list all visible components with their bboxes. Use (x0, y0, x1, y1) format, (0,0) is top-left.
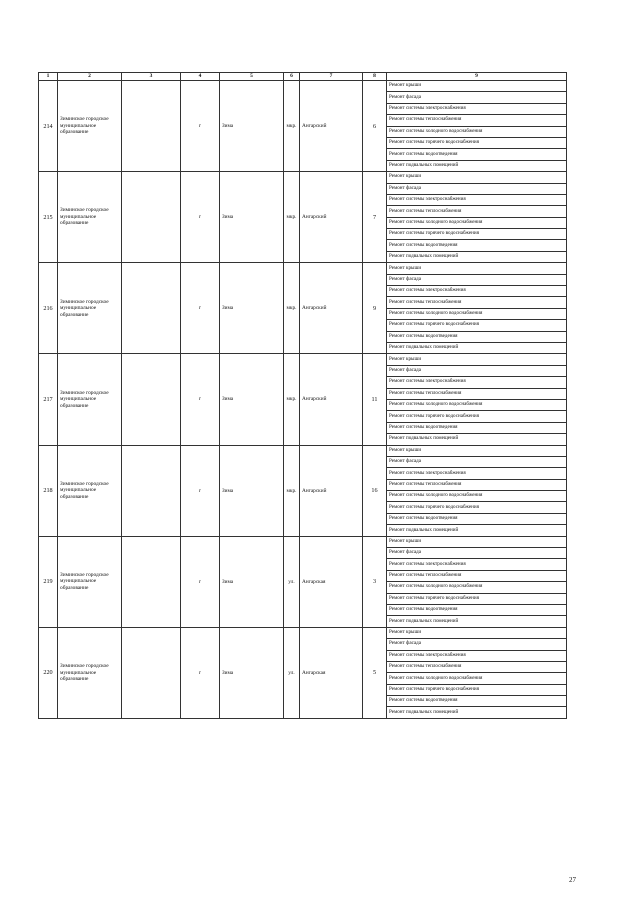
work-type-cell: Ремонт системы холодного водоснабжения (387, 582, 567, 593)
work-type-cell: Ремонт системы холодного водоснабжения (387, 673, 567, 684)
column-header-3: 3 (122, 73, 181, 81)
settlement-type-cell: г (181, 536, 220, 627)
settlement-cell: Зима (220, 445, 284, 536)
empty-cell (122, 263, 181, 354)
work-type-cell: Ремонт крыши (387, 81, 567, 92)
table-row (39, 172, 567, 183)
work-type-cell: Ремонт системы холодного водоснабжения (387, 491, 567, 502)
street-type-cell: ул. (284, 536, 300, 627)
column-header-2: 2 (58, 73, 122, 81)
street-cell: Ангарский (300, 81, 363, 172)
municipality-cell: Зиминское городское муниципальное образование (58, 263, 122, 354)
empty-cell (122, 536, 181, 627)
column-header-4: 4 (181, 73, 220, 81)
work-type-cell: Ремонт крыши (387, 263, 567, 274)
work-type-cell: Ремонт системы электроснабжения (387, 559, 567, 570)
street-cell: Ангарский (300, 445, 363, 536)
column-header-8: 8 (363, 73, 387, 81)
table-body (39, 81, 567, 719)
table-row (39, 445, 567, 456)
work-type-cell: Ремонт подвальных помещений (387, 525, 567, 536)
work-type-cell: Ремонт подвальных помещений (387, 160, 567, 171)
street-cell: Ангарская (300, 536, 363, 627)
house-number-cell: 6 (363, 81, 387, 172)
settlement-cell: Зима (220, 81, 284, 172)
municipality-cell: Зиминское городское муниципальное образование (58, 445, 122, 536)
street-type-cell: ул. (284, 627, 300, 718)
work-type-cell: Ремонт системы теплоснабжения (387, 115, 567, 126)
street-type-cell: мкр. (284, 445, 300, 536)
row-number: 215 (39, 172, 58, 263)
empty-cell (122, 627, 181, 718)
column-header-6: 6 (284, 73, 300, 81)
street-type-cell: мкр. (284, 263, 300, 354)
table-row (39, 536, 567, 547)
work-type-cell: Ремонт крыши (387, 627, 567, 638)
work-type-cell: Ремонт системы водоотведения (387, 696, 567, 707)
column-header-9: 9 (387, 73, 567, 81)
work-type-cell: Ремонт системы горячего водоснабжения (387, 320, 567, 331)
column-header-5: 5 (220, 73, 284, 81)
table-header (39, 73, 567, 81)
table-row (39, 627, 567, 638)
work-type-cell: Ремонт системы электроснабжения (387, 468, 567, 479)
row-number: 218 (39, 445, 58, 536)
work-type-cell: Ремонт системы водоотведения (387, 604, 567, 615)
work-type-cell: Ремонт системы горячего водоснабжения (387, 684, 567, 695)
settlement-type-cell: г (181, 445, 220, 536)
work-type-cell: Ремонт системы электроснабжения (387, 377, 567, 388)
work-type-cell: Ремонт фасада (387, 365, 567, 376)
work-type-cell: Ремонт системы теплоснабжения (387, 206, 567, 217)
work-type-cell: Ремонт фасада (387, 456, 567, 467)
work-type-cell: Ремонт системы теплоснабжения (387, 570, 567, 581)
repair-program-table (38, 72, 567, 719)
work-type-cell: Ремонт крыши (387, 536, 567, 547)
column-header-1: 1 (39, 73, 58, 81)
street-cell: Ангарский (300, 263, 363, 354)
house-number-cell: 7 (363, 172, 387, 263)
row-number: 214 (39, 81, 58, 172)
work-type-cell: Ремонт системы водоотведения (387, 422, 567, 433)
settlement-cell: Зима (220, 263, 284, 354)
row-number: 220 (39, 627, 58, 718)
row-number: 219 (39, 536, 58, 627)
work-type-cell: Ремонт крыши (387, 445, 567, 456)
column-header-7: 7 (300, 73, 363, 81)
house-number-cell: 9 (363, 263, 387, 354)
settlement-cell: Зима (220, 536, 284, 627)
work-type-cell: Ремонт системы электроснабжения (387, 194, 567, 205)
work-type-cell: Ремонт системы холодного водоснабжения (387, 126, 567, 137)
house-number-cell: 3 (363, 536, 387, 627)
work-type-cell: Ремонт подвальных помещений (387, 251, 567, 262)
settlement-type-cell: г (181, 263, 220, 354)
work-type-cell: Ремонт системы теплоснабжения (387, 297, 567, 308)
table-row (39, 263, 567, 274)
work-type-cell: Ремонт крыши (387, 354, 567, 365)
house-number-cell: 16 (363, 445, 387, 536)
house-number-cell: 5 (363, 627, 387, 718)
work-type-cell: Ремонт подвальных помещений (387, 434, 567, 445)
empty-cell (122, 172, 181, 263)
work-type-cell: Ремонт фасада (387, 274, 567, 285)
municipality-cell: Зиминское городское муниципальное образование (58, 172, 122, 263)
work-type-cell: Ремонт подвальных помещений (387, 342, 567, 353)
table-row (39, 354, 567, 365)
work-type-cell: Ремонт подвальных помещений (387, 616, 567, 627)
work-type-cell: Ремонт системы горячего водоснабжения (387, 137, 567, 148)
work-type-cell: Ремонт системы электроснабжения (387, 286, 567, 297)
work-type-cell: Ремонт подвальных помещений (387, 707, 567, 718)
street-type-cell: мкр. (284, 172, 300, 263)
work-type-cell: Ремонт системы теплоснабжения (387, 479, 567, 490)
work-type-cell: Ремонт системы горячего водоснабжения (387, 593, 567, 604)
street-cell: Ангарский (300, 354, 363, 445)
page-number: 27 (569, 876, 576, 884)
work-type-cell: Ремонт фасада (387, 92, 567, 103)
work-type-cell: Ремонт системы водоотведения (387, 149, 567, 160)
street-type-cell: мкр. (284, 81, 300, 172)
work-type-cell: Ремонт фасада (387, 183, 567, 194)
work-type-cell: Ремонт фасада (387, 548, 567, 559)
municipality-cell: Зиминское городское муниципальное образование (58, 354, 122, 445)
empty-cell (122, 81, 181, 172)
work-type-cell: Ремонт системы теплоснабжения (387, 388, 567, 399)
empty-cell (122, 445, 181, 536)
work-type-cell: Ремонт системы водоотведения (387, 513, 567, 524)
work-type-cell: Ремонт системы горячего водоснабжения (387, 502, 567, 513)
work-type-cell: Ремонт системы электроснабжения (387, 103, 567, 114)
document-table-container (38, 72, 566, 719)
row-number: 216 (39, 263, 58, 354)
work-type-cell: Ремонт системы холодного водоснабжения (387, 308, 567, 319)
work-type-cell: Ремонт системы водоотведения (387, 331, 567, 342)
settlement-cell: Зима (220, 172, 284, 263)
table-row (39, 81, 567, 92)
street-type-cell: мкр. (284, 354, 300, 445)
row-number: 217 (39, 354, 58, 445)
settlement-type-cell: г (181, 81, 220, 172)
work-type-cell: Ремонт системы холодного водоснабжения (387, 399, 567, 410)
municipality-cell: Зиминское городское муниципальное образование (58, 81, 122, 172)
settlement-cell: Зима (220, 627, 284, 718)
empty-cell (122, 354, 181, 445)
work-type-cell: Ремонт системы горячего водоснабжения (387, 229, 567, 240)
work-type-cell: Ремонт крыши (387, 172, 567, 183)
municipality-cell: Зиминское городское муниципальное образование (58, 536, 122, 627)
street-cell: Ангарский (300, 172, 363, 263)
work-type-cell: Ремонт системы водоотведения (387, 240, 567, 251)
street-cell: Ангарская (300, 627, 363, 718)
work-type-cell: Ремонт фасада (387, 639, 567, 650)
house-number-cell: 11 (363, 354, 387, 445)
settlement-type-cell: г (181, 172, 220, 263)
municipality-cell: Зиминское городское муниципальное образование (58, 627, 122, 718)
work-type-cell: Ремонт системы электроснабжения (387, 650, 567, 661)
work-type-cell: Ремонт системы теплоснабжения (387, 661, 567, 672)
settlement-cell: Зима (220, 354, 284, 445)
work-type-cell: Ремонт системы горячего водоснабжения (387, 411, 567, 422)
settlement-type-cell: г (181, 354, 220, 445)
settlement-type-cell: г (181, 627, 220, 718)
work-type-cell: Ремонт системы холодного водоснабжения (387, 217, 567, 228)
